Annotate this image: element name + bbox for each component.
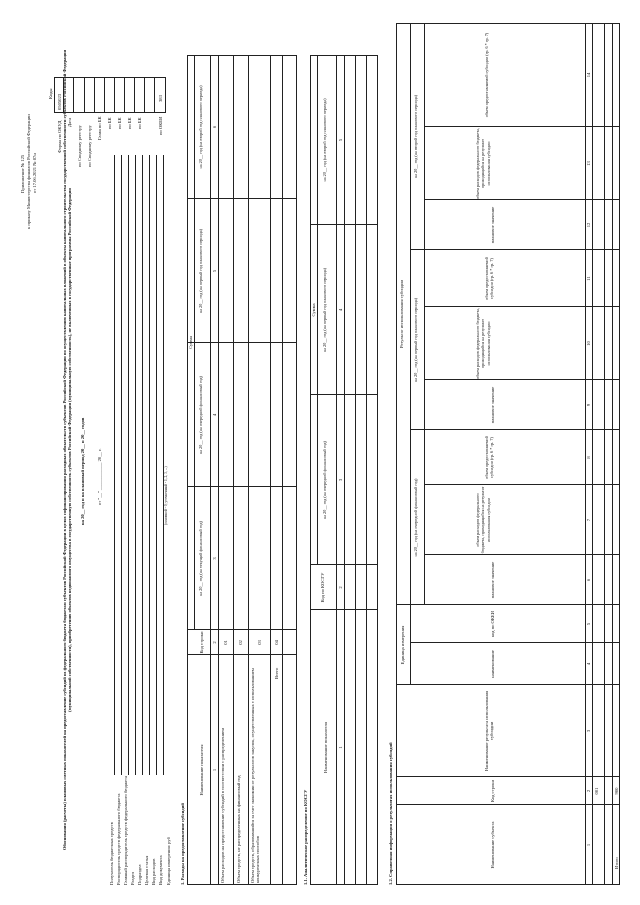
header-field: Целевая статья [144,855,149,885]
appendix-line2: от 17.06.2021 № 87н [32,153,37,193]
s1-col-code: Код строки [199,631,204,654]
s1-year-header: на 20__ год (на текущий финансовый год) [198,521,203,596]
document-sheet: Приложение № 125 к приказу Министерства финансов Российской Федерации от 17.06.2021 № 87н Обоснования (расчеты) плановых сметных показателей на предоставление субсидий из федерального бюджета бюджетам субъектов Российской Федерации в целях софинансирования расходных обязательств субъектов Российской Федерации по осуществлению капитальных вложений в объекты капитального строительства государственной собственности субъектов Российской Федерации (муниципальной собственности), приобретению объектов недвижимого имущества в государственную собственность субъектов Российской Федерации (муниципальную собственность), не включенных в государственные программы Российской Федерации на 20__ год и на плановый период 20__ и 20__ годов от "__" ____________ 20__ г. Получатель бюджетных средств Распорядитель средств федерального бюджета Главный распорядитель средств федерального бюджета Раздел Подраздел Целевая статья Вид расходов Вид документа Единица измерения: руб (основной - 0; уточненный - 1, 2, 3, ...) Коды 0505023 383 Форма по ОКУД Дата по Сводному реестру по Сводному реестру Глава по БК по БК по БК по БК по БК по ОКЕИ 1. Расходы на предоставление субсидий Наименование показателя Код строки Сумма на 20__ год (на текущий финансовый год) на 20__ год (на очередной финансовый год) на 20__ год (на первый год планового периода) на 20__ год (на второй год планового периода) 1 2 3 4 5 6 Объем расходов на предоставление субсидий в соответствии с распределением 01 Объем средств, не распределенных на финансовый год 02 Объем средств, образовавшийся за счет экономии от результатов закупок, осуществленных с использованием конкурентных способов 03 Всего 04 1.1. Аналитическое распределение по КОСГУ Наименование показателя Код по КОСГУ Сумма на 20__ год (на очередной финансовый год) на 20__ год (на первый год планового периода) на 20__ год (на второй год планового периода) 1 2 3 4 5 1.2. Справочная информация о результатах использования субсидий Наименование субъекта Код строки Наименование результата использования субсидии Единица измерения наименование код по ОКЕИ Результат использования субсидии на 20__ год (на очередной финансовый год) на 20__ год (на первый год планового периода) на 20__ год (на второй год планового периода) плановое значение объем расходов федерального бюджета, приходящийся на результат использования субсидии объем предоставляемой субсидии (гр. 6 * гр. 7) плановое значение объем расходов федерального бюджета, приходящийся на результат использования субсидии объем предоставляемой субсидии (гр. 6 * гр. 7) плановое значение объем расходов федерального бюджета, приходящийся на результат использования субсидии объем предоставляемой субсидии (гр. 6 * гр. 7) 1 2 3 4 5 6 7 8 9 10 11 12 13 14 001 Итого 900 [0,0,640,905]
s1-row-code: 02 [238,640,243,645]
s11-year-header: на 20__ год (на первый год планового периода) [322,267,327,353]
s11-col-name: Наименование показателя [323,722,328,773]
codes-label: Глава по БК [97,116,102,140]
s11-sum-header: Сумма [311,303,316,317]
s11-year-header: на 20__ год (на очередной финансовый год) [322,441,327,519]
header-field: Подраздел [137,864,142,885]
doc-kind-hint: (основной - 0; уточненный - 1, 2, 3, ...) [164,466,168,525]
s1-year-header: на 20__ год (на второй год планового периода) [198,85,203,169]
s1-year-header: на 20__ год (на очередной финансовый год) [198,376,203,454]
s1-row-code: 01 [223,640,228,645]
codes-label: по БК [127,117,132,129]
s12-col-code: Код строки [490,780,495,802]
s12-unit-header: Единица измерения [400,625,405,665]
codes-label: по БК [117,117,122,129]
codes-label: Дата [67,117,72,127]
codes-label: по ОКЕИ [158,116,163,135]
s12-col-result: Наименование результата использования субсидии [484,690,495,772]
s12-row-code: 001 [594,787,599,795]
s12-row-code: 900 [614,787,619,795]
s12-year-header: на 20__ год (на первый год планового периода) [413,297,418,383]
s1-year-header: на 20__ год (на первый год планового периода) [198,228,203,314]
header-field: Вид документа [158,855,163,885]
s1-row-name: Объем средств, образовавшийся за счет экономии от результатов закупок, осуществленных с использованием конкурентных способов [250,668,261,883]
date-line: от "__" ____________ 20__ г. [97,448,102,505]
codes-label: по БК [137,117,142,129]
document-subtitle: на 20__ год и на плановый период 20__ и 20__ годов [80,417,85,525]
okud-code: 0505023 [57,93,62,110]
s12-plan-header: Результат использования субсидии [399,279,404,349]
s11-col-code: Код по КОСГУ [320,572,325,603]
okei-code: 383 [158,95,163,102]
header-field: Распорядитель средств федерального бюджета [116,793,121,885]
codes-box [54,77,166,113]
header-field: Раздел [130,872,135,885]
s1-row-name: Объем средств, не распределенных на финансовый год [236,775,241,883]
s1-row-code: 04 [274,640,279,645]
document-title: Обоснования (расчеты) плановых сметных показателей на предоставление субсидий из федерального бюджета бюджетам субъектов Российской Федерации в целях софинансирования расходных обязательств субъектов Российской Федерации по осуществлению капитальных вложений в объекты капитального строительства государственной собственности субъектов Российской Федерации (муниципальной собственности), приобретению объектов недвижимого имущества в государственную собственность субъектов Российской Федерации (муниципальную собственность), не включенных в государственные программы Российской Федерации [62,49,73,851]
s1-col-name: Наименование показателя [199,744,204,796]
s1-row-name: Объем расходов на предоставление субсидий в соответствии с распределением [220,727,225,883]
section1-title: 1. Расходы на предоставление субсидий [180,803,185,885]
s12-total-label: Итого [614,857,619,869]
header-field: Единица измерения: руб [166,837,171,885]
header-field: Получатель бюджетных средств [109,822,114,885]
header-field: Вид расходов [151,858,156,885]
s1-row-code: 03 [257,640,262,645]
section12-title: 1.2. Справочная информация о результатах использования субсидий [388,742,393,885]
appendix-title: Приложение № 125 [20,154,25,193]
s12-unit-col: код по ОКЕИ [490,610,495,638]
s12-year-header: на 20__ год (на второй год планового периода) [413,95,418,178]
s12-year-header: на 20__ год (на очередной финансовый год) [413,478,418,557]
s1-sum-header: Сумма [188,336,193,350]
codes-label: по БК [107,117,112,129]
codes-label: Форма по ОКУД [57,120,62,153]
header-field: Главный распорядитель средств федерального бюджета [123,775,128,885]
s1-row-name: Всего [274,667,279,679]
s12-unit-col: наименование [490,650,495,678]
codes-header: Коды [48,88,53,99]
s11-year-header: на 20__ год (на второй год планового периода) [322,98,327,182]
codes-label: по Сводному реестру [77,125,82,167]
s12-col-name: Наименование субъекта [490,821,495,869]
appendix-line1: к приказу Министерства финансов Российской Федерации [26,114,31,229]
codes-label: по Сводному реестру [87,125,92,167]
section11-title: 1.1. Аналитическое распределение по КОСГУ [303,789,308,885]
